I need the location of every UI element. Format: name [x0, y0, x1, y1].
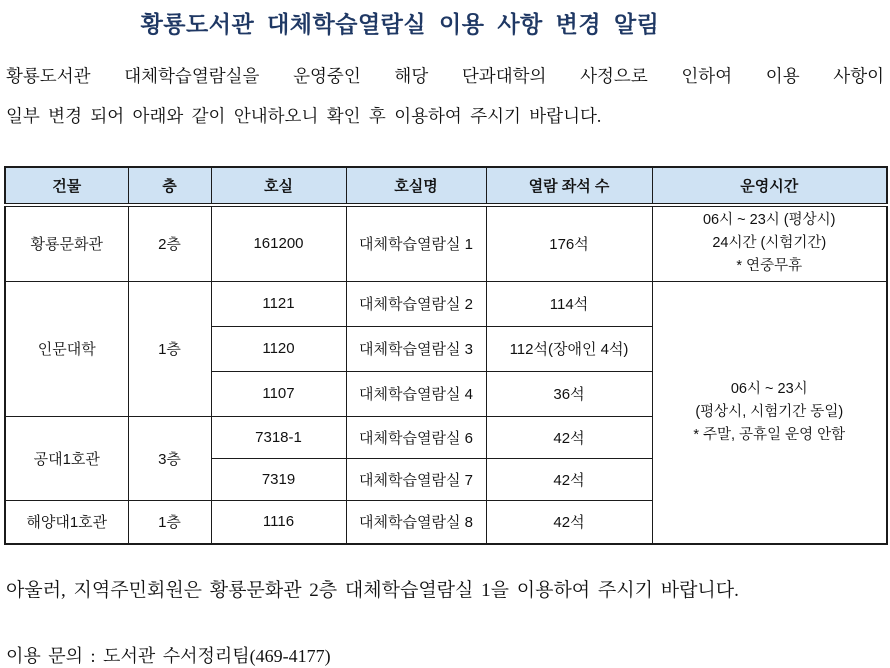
col-header-hours: 운영시간 — [652, 167, 887, 205]
col-header-room-no: 호실 — [211, 167, 346, 205]
hours-line: * 연중무휴 — [736, 258, 803, 275]
hours-line: 24시간 (시험기간) — [712, 235, 827, 252]
cell-building: 해양대1호관 — [5, 500, 128, 544]
hours-line: 06시 ~ 23시 — [730, 380, 808, 397]
col-header-floor: 층 — [128, 167, 211, 205]
hours-line: 06시 ~ 23시 (평상시) — [702, 212, 836, 228]
table-header-row — [5, 167, 887, 205]
cell-seats: 42석 — [486, 416, 652, 458]
cell-room-name: 대체학습열람실 3 — [346, 326, 486, 371]
cell-room-name: 대체학습열람실 6 — [346, 416, 486, 458]
cell-floor: 3층 — [128, 416, 211, 500]
table-row — [5, 281, 887, 326]
cell-floor: 1층 — [128, 281, 211, 416]
cell-room-name: 대체학습열람실 2 — [346, 281, 486, 326]
cell-room-name: 대체학습열람실 8 — [346, 500, 486, 544]
cell-building: 공대1호관 — [5, 416, 128, 500]
contact-info: 이용 문의 : 도서관 수서정리팀(469-4177) — [6, 646, 331, 667]
table-row — [5, 205, 887, 281]
cell-room-no: 7319 — [211, 458, 346, 500]
cell-room-no: 7318-1 — [211, 416, 346, 458]
hours-line: * 주말, 공휴일 운영 안함 — [693, 426, 846, 443]
cell-hours-merged — [652, 281, 887, 544]
cell-room-name: 대체학습열람실 7 — [346, 458, 486, 500]
cell-seats: 42석 — [486, 458, 652, 500]
cell-room-name: 대체학습열람실 1 — [346, 205, 486, 281]
cell-floor: 1층 — [128, 500, 211, 544]
reading-room-table — [4, 166, 888, 545]
cell-seats: 114석 — [486, 281, 652, 326]
cell-seats: 42석 — [486, 500, 652, 544]
cell-seats: 36석 — [486, 371, 652, 416]
col-header-building: 건물 — [5, 167, 128, 205]
cell-floor: 2층 — [128, 205, 211, 281]
intro-line-2: 일부 변경 되어 아래와 같이 안내하오니 확인 후 이용하여 주시기 바랍니다. — [6, 106, 602, 126]
cell-room-no: 1116 — [211, 500, 346, 544]
col-header-room-name: 호실명 — [346, 167, 486, 205]
cell-room-no: 1107 — [211, 371, 346, 416]
cell-building: 인문대학 — [5, 281, 128, 416]
cell-building: 황룡문화관 — [5, 205, 128, 281]
cell-room-no: 161200 — [211, 205, 346, 281]
cell-seats: 112석(장애인 4석) — [486, 326, 652, 371]
hours-line: (평상시, 시험기간 동일) — [695, 403, 844, 420]
footer-note: 아울러, 지역주민회원은 황룡문화관 2층 대체학습열람실 1을 이용하여 주시기 바랍니다. — [6, 580, 739, 602]
cell-room-no: 1120 — [211, 326, 346, 371]
cell-seats: 176석 — [486, 205, 652, 281]
cell-room-no: 1121 — [211, 281, 346, 326]
intro-line-1: 황룡도서관 대체학습열람실을 운영중인 해당 단과대학의 사정으로 인하여 이용 사항이 — [6, 66, 884, 86]
page-title: 황룡도서관 대체학습열람실 이용 사항 변경 알림 — [140, 11, 660, 37]
intro-paragraph — [0, 56, 890, 136]
cell-hours-row1 — [652, 205, 887, 281]
col-header-seats: 열람 좌석 수 — [486, 167, 652, 205]
cell-room-name: 대체학습열람실 4 — [346, 371, 486, 416]
